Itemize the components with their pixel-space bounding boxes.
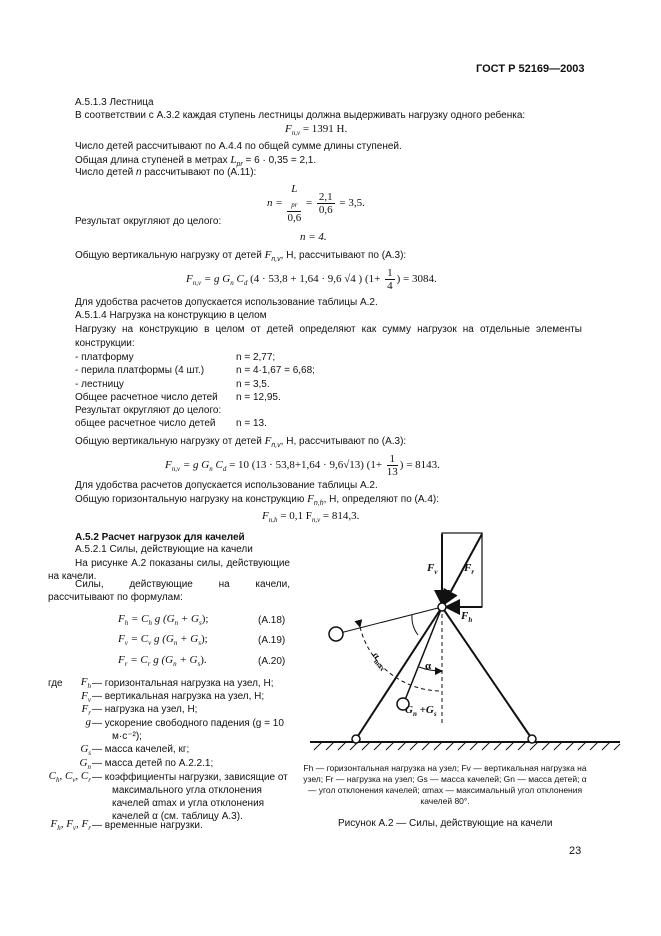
formula-number: (А.20) xyxy=(258,656,286,667)
label-fr: $F_r$ xyxy=(464,562,475,577)
def-text: — масса качелей, кг; xyxy=(92,744,190,755)
horizontal-load-line: Общую горизонтальную нагрузку на конструкцию $F_{n,h}$, Н, определяют по (А.4): xyxy=(75,493,439,507)
total-length-line: Общая длина ступеней в метрах $L_{pr} = 6 \cdot 0,35 = 2,1$. xyxy=(75,154,317,168)
pivot-node xyxy=(438,603,446,611)
label-alpha-max: $\alpha_{max}$ xyxy=(369,650,387,673)
label-fv: $F_v$ xyxy=(427,562,438,577)
structure-item-label: - платформу xyxy=(75,352,134,363)
def-symbol: $F_h$, $F_v$, $F_r$ xyxy=(50,818,91,833)
def-symbol: g xyxy=(85,716,91,728)
frame-leg-left xyxy=(356,607,442,739)
section-heading-swings: А.5.2 Расчет нагрузок для качелей xyxy=(75,532,245,543)
structure-intro: Нагрузку на конструкцию в целом от детей определяют как сумму нагрузок на отдельные элементы конструкции: xyxy=(75,324,582,349)
frame-leg-right xyxy=(442,607,532,739)
force-fr-arrow xyxy=(444,534,482,604)
def-text: — коэффициенты нагрузки, зависящие от максимального угла отклонения качелей αmax и угла отклонения качелей α (см. таблицу А.3). xyxy=(92,772,288,822)
def-symbol: $G_n$ xyxy=(79,757,91,772)
def-symbol: $F_r$ xyxy=(81,703,91,718)
swing-force-diagram xyxy=(300,520,640,760)
frame-foot-right xyxy=(528,735,536,743)
structure-item-value: n = 12,95. xyxy=(236,392,281,403)
def-text: — вертикальная нагрузка на узел, Н; xyxy=(92,691,265,702)
structure-item-label: - перила платформы (4 шт.) xyxy=(75,365,205,376)
table-note-2: Для удобства расчетов допускается использование таблицы А.2. xyxy=(75,480,378,491)
subsection-heading-forces: А.5.2.1 Силы, действующие на качели xyxy=(75,544,253,555)
structure-item-value: n = 3,5. xyxy=(236,379,270,390)
vertical-load-line-2: Общую вертикальную нагрузку от детей $F_{n,v}$, Н, рассчитывают по (А.3): xyxy=(75,435,407,449)
structure-item-label: Результат округляют до целого: xyxy=(75,405,222,416)
label-alpha: α xyxy=(425,660,432,672)
page-number: 23 xyxy=(569,845,582,857)
def-symbol: $F_v$ xyxy=(81,690,91,705)
section-heading-ladder: А.5.1.3 Лестница xyxy=(75,97,154,108)
def-text: — ускорение свободного падения (g = 10 м·с⁻²); xyxy=(92,718,284,742)
section-heading-structure: А.5.1.4 Нагрузка на конструкцию в целом xyxy=(75,310,267,321)
formula-ladder-load: $F_{n,v} = 1391$ Н. xyxy=(285,123,348,138)
formula-vertical-load-structure: $F_{n,v} = g$ $G_n$ $C_d = 10$ (13 · 53,8+1,64 · 9,6√13) (1+ $\frac{1}{13}$ ) = 8143. xyxy=(165,453,440,478)
def-text: — нагрузка на узел, Н; xyxy=(92,704,198,715)
def-text: — горизонтальная нагрузка на узел, Н; xyxy=(92,678,274,689)
structure-item-value: n = 2,77; xyxy=(236,352,276,363)
formula-a19: $F_v = C_v$ g $(G_n + G_s)$; xyxy=(118,633,208,648)
document-id: ГОСТ Р 52169—2003 xyxy=(476,63,585,75)
formula-a18: $F_h = C_h$ g $(G_n + G_s)$; xyxy=(118,613,209,628)
forces-paragraph-1: На рисунке А.2 показаны силы, действующие на качели. xyxy=(48,558,290,582)
where-label: где xyxy=(48,678,63,689)
def-symbol: $G_s$ xyxy=(80,743,91,758)
formula-vertical-load-ladder: $F_{n,v} = g$ $G_n$ $C_d$ (4 · 53,8 + 1,64 · 9,6 √4 ) (1+ $\frac{1}{4}$ ) = 3084. xyxy=(186,267,437,292)
formula-number: (А.19) xyxy=(258,635,286,646)
swing-seat-max xyxy=(329,627,343,641)
structure-item-label: Общее расчетное число детей xyxy=(75,392,218,403)
children-n-line: Число детей n рассчитывают по (А.11): xyxy=(75,167,257,178)
formula-horizontal-load: $F_{n,h} = 0,1$ $F_{n,v} = 814,3$. xyxy=(262,510,360,525)
def-symbol: $F_h$ xyxy=(80,676,91,691)
def-symbol: $C_h$, $C_v$, $C_r$ xyxy=(48,770,91,785)
table-note-1: Для удобства расчетов допускается использование таблицы А.2. xyxy=(75,297,378,308)
forces-paragraph-2: Силы, действующие на качели, рассчитывают по формулам: xyxy=(48,579,290,603)
formula-n-ladder: n = L $_{pr}$ 0,6 = $\frac{2,1}{0,6}$ = 3,5. xyxy=(267,183,365,225)
formula-number: (А.18) xyxy=(258,615,286,626)
round-note-1: Результат округляют до целого: xyxy=(75,216,222,227)
figure-legend: Fh — горизонтальная нагрузка на узел; Fv — вертикальная нагрузка на узел; Fr — нагрузка на узел; Gs — масса качелей; Gn — масса детей; α — угол отклонения качелей; αmax — максимальный угол отклонения качелей 80°. xyxy=(303,763,587,806)
angle-small-arc xyxy=(412,615,418,635)
vertical-load-line-1: Общую вертикальную нагрузку от детей $F_{n,v}$, Н, рассчитывают по (А.3): xyxy=(75,249,407,263)
ladder-intro: В соответствии с А.3.2 каждая ступень лестницы должна выдерживать нагрузку одного ребенка: xyxy=(75,110,526,121)
frame-foot-left xyxy=(352,735,360,743)
ground-hatching xyxy=(314,742,620,750)
figure-caption: Рисунок А.2 — Силы, действующие на качели xyxy=(338,818,553,829)
structure-item-label: - лестницу xyxy=(75,379,124,390)
def-text: — временные нагрузки. xyxy=(92,820,203,831)
structure-item-value: n = 4·1,67 = 6,68; xyxy=(236,365,315,376)
structure-item-value: n = 13. xyxy=(236,418,267,429)
formula-n-rounded: n = 4. xyxy=(300,231,327,243)
formula-a20: $F_r = C_r$ g $(G_n + G_s)$. xyxy=(118,654,207,669)
def-text: — масса детей по А.2.2.1; xyxy=(92,758,214,769)
structure-item-label: общее расчетное число детей xyxy=(75,418,216,429)
label-fh: $F_h$ xyxy=(461,610,473,625)
children-count-line: Число детей рассчитывают по А.4.4 по общей сумме длины ступеней. xyxy=(75,141,402,152)
label-gn-gs: $G_n +G_s$ xyxy=(405,704,437,719)
